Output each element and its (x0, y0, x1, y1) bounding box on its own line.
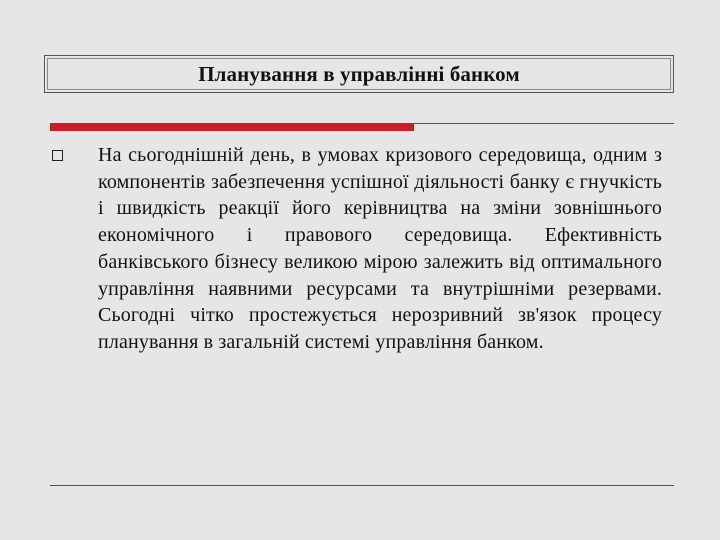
bottom-divider-line (50, 485, 674, 486)
title-box (44, 55, 674, 93)
slide-paragraph: На сьогоднішній день, в умовах кризового середовища, одним з компонентів забезпечення успішної діяльності банку є гнучкість і швидкість реакції його керівництва на зміни зовнішнього економічного і правового середовища. Ефективність банківського бізнесу великою мірою залежить від оптимального управління наявними ресурсами та внутрішніми резервами. Сьогодні чітко простежується нерозривний зв'язок процесу планування в загальній системі управління банком. (98, 144, 662, 353)
slide-title: Планування в управлінні банком (198, 61, 520, 86)
hollow-square-bullet-icon (52, 150, 63, 161)
red-accent-bar (50, 123, 414, 131)
